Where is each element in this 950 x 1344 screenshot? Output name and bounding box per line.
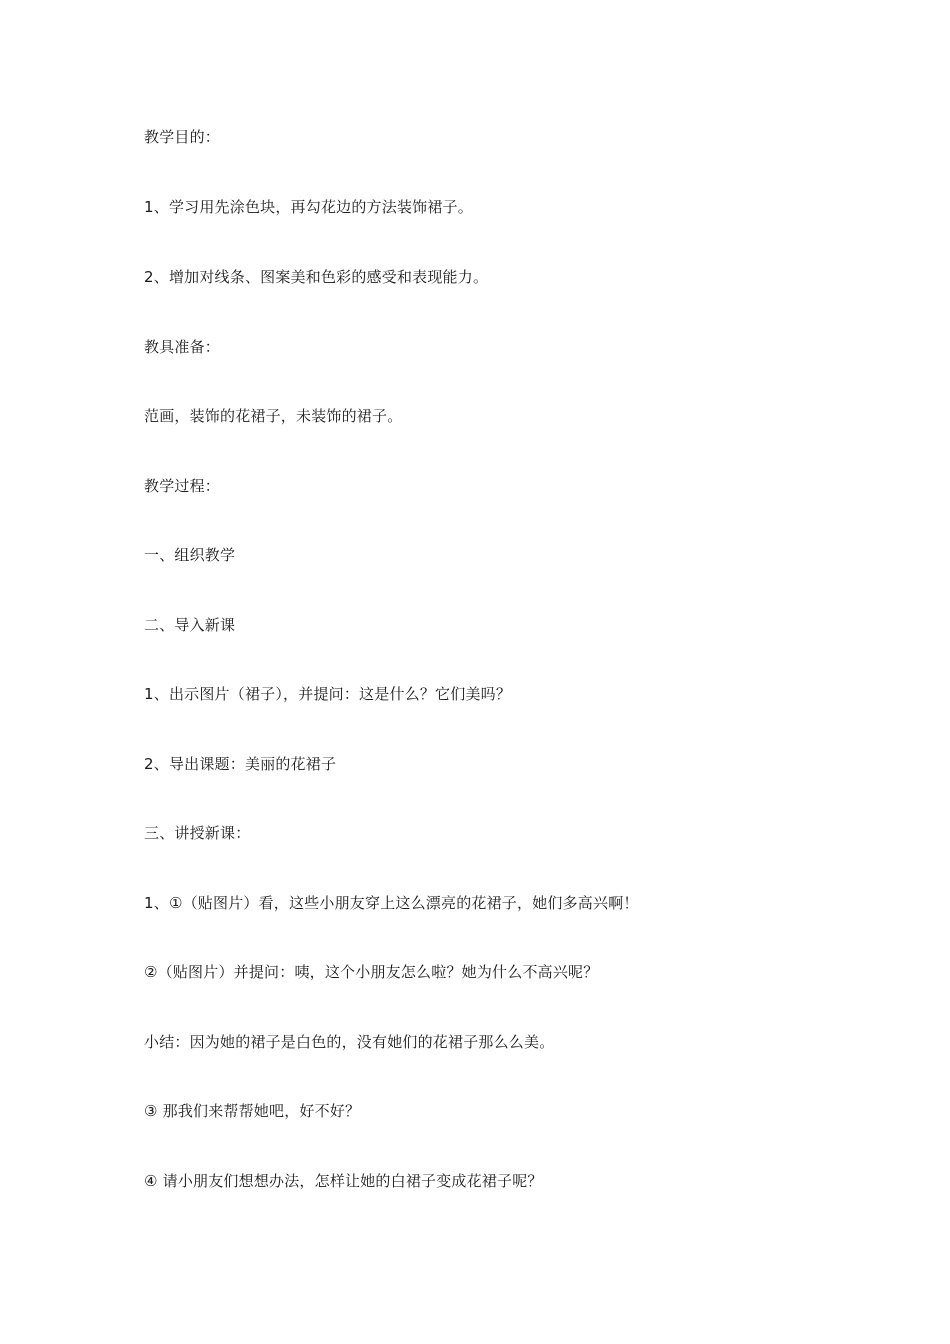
teaching-step-4: ④ 请小朋友们想想办法，怎样让她的白裙子变成花裙子呢？ bbox=[144, 1172, 543, 1190]
section-three-teaching: 三、讲授新课： bbox=[144, 824, 251, 842]
introduce-step-1: 1、出示图片（裙子），并提问：这是什么？它们美吗？ bbox=[144, 685, 512, 703]
section-one-organize: 一、组织教学 bbox=[144, 546, 236, 564]
heading-teaching-objectives: 教学目的： bbox=[144, 128, 221, 146]
teaching-step-2: ②（贴图片）并提问：咦，这个小朋友怎么啦？她为什么不高兴呢？ bbox=[144, 963, 599, 981]
heading-teaching-process: 教学过程： bbox=[144, 477, 221, 495]
objective-item-1: 1、学习用先涂色块，再勾花边的方法装饰裙子。 bbox=[144, 198, 473, 216]
teaching-aids-text: 范画，装饰的花裙子，未装饰的裙子。 bbox=[144, 407, 403, 425]
teaching-step-3: ③ 那我们来帮帮她吧，好不好？ bbox=[144, 1102, 361, 1120]
introduce-step-2: 2、导出课题：美丽的花裙子 bbox=[144, 755, 337, 773]
heading-teaching-aids: 教具准备： bbox=[144, 338, 221, 356]
teaching-step-1: 1、①（贴图片）看，这些小朋友穿上这么漂亮的花裙子，她们多高兴啊！ bbox=[144, 894, 639, 912]
summary-text: 小结：因为她的裙子是白色的，没有她们的花裙子那么么美。 bbox=[144, 1033, 555, 1051]
objective-item-2: 2、增加对线条、图案美和色彩的感受和表现能力。 bbox=[144, 268, 489, 286]
section-two-introduce: 二、导入新课 bbox=[144, 616, 236, 634]
